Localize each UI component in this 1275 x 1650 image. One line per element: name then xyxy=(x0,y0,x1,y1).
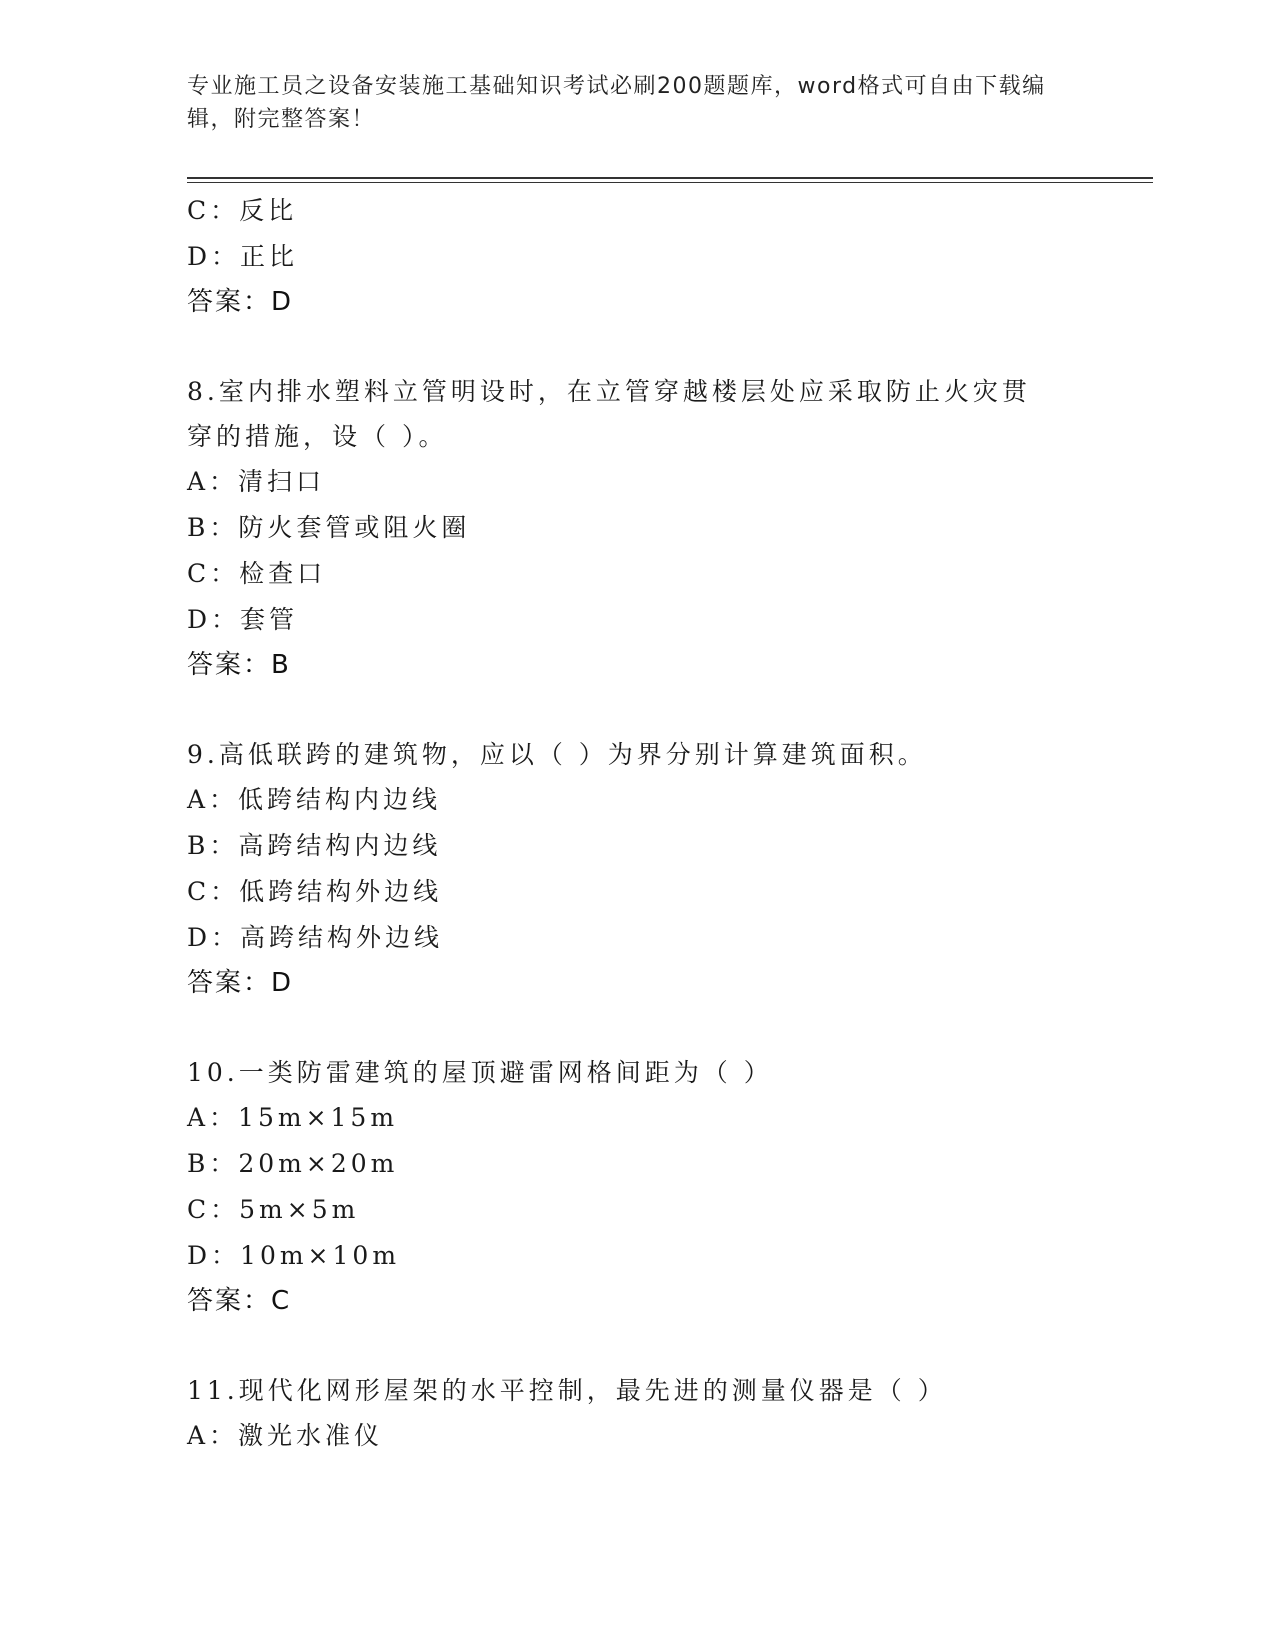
header-divider xyxy=(187,177,1153,183)
option-c: C：反比 xyxy=(187,196,298,225)
answer-line: 答案：B xyxy=(187,650,291,680)
option-b: B：20m×20m xyxy=(187,1149,399,1178)
option-a: A：清扫口 xyxy=(187,467,326,496)
option-b: B：防火套管或阻火圈 xyxy=(187,513,471,542)
question-10 xyxy=(187,1050,1087,1324)
option-a: A：15m×15m xyxy=(187,1103,399,1132)
option-c: C：检查口 xyxy=(187,559,327,588)
answer-line: 答案：D xyxy=(187,287,294,317)
answer-line: 答案：C xyxy=(187,1286,292,1316)
option-a: A：低跨结构内边线 xyxy=(187,785,442,814)
option-c: C：5m×5m xyxy=(187,1195,360,1224)
question-content xyxy=(187,188,1087,1459)
option-d: D：套管 xyxy=(187,605,299,634)
spacer xyxy=(187,1324,1087,1368)
option-c: C：低跨结构外边线 xyxy=(187,877,443,906)
question-11 xyxy=(187,1368,1087,1459)
question-stem: 8.室内排水塑料立管明设时，在立管穿越楼层处应采取防止火灾贯穿的措施，设（ ）。 xyxy=(187,377,1031,451)
option-a: A：激光水准仪 xyxy=(187,1421,384,1450)
page-header-title: 专业施工员之设备安装施工基础知识考试必刷200题题库，word格式可自由下载编辑，附完整答案！ xyxy=(187,74,1046,132)
question-stem: 10.一类防雷建筑的屋顶避雷网格间距为（ ） xyxy=(187,1058,773,1087)
question-stem: 11.现代化网形屋架的水平控制，最先进的测量仪器是（ ） xyxy=(187,1376,947,1405)
spacer xyxy=(187,688,1087,732)
question-stem: 9.高低联跨的建筑物，应以（ ）为界分别计算建筑面积。 xyxy=(187,740,927,769)
spacer xyxy=(187,1006,1087,1050)
option-b: B：高跨结构内边线 xyxy=(187,831,442,860)
option-d: D：高跨结构外边线 xyxy=(187,923,444,952)
spacer xyxy=(187,325,1087,369)
option-d: D：正比 xyxy=(187,242,299,271)
answer-line: 答案：D xyxy=(187,968,294,998)
question-8 xyxy=(187,369,1087,688)
question-9 xyxy=(187,732,1087,1006)
partial-question xyxy=(187,188,1087,325)
option-d: D：10m×10m xyxy=(187,1241,401,1270)
